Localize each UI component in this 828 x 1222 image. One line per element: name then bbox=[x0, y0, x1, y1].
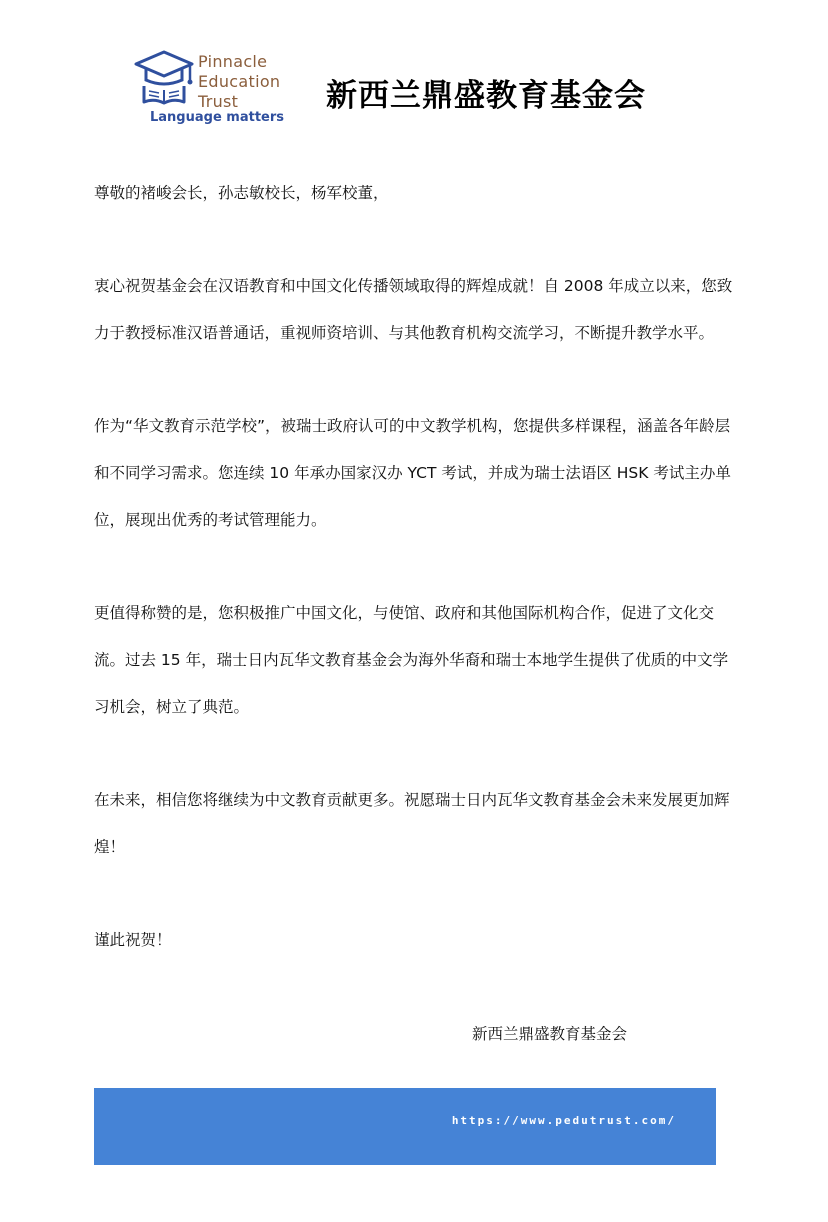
logo-line-3: Trust bbox=[198, 92, 239, 111]
paragraph-4: 在未来，相信您将继续为中文教育贡献更多。祝愿瑞士日内瓦华文教育基金会未来发展更加辉煌！ bbox=[94, 791, 730, 856]
logo-wordmark bbox=[198, 52, 280, 112]
organization-title: 新西兰鼎盛教育基金会 bbox=[326, 78, 646, 114]
graduation-cap-book-icon bbox=[134, 46, 196, 110]
footer-bar bbox=[94, 1088, 716, 1165]
website-link[interactable]: https://www.pedutrust.com/ bbox=[451, 1114, 676, 1127]
paragraph-3: 更值得称赞的是，您积极推广中国文化，与使馆、政府和其他国际机构合作，促进了文化交流。过去 15 年，瑞士日内瓦华文教育基金会为海外华裔和瑞士本地学生提供了优质的中文学习机会，树立了典范。 bbox=[94, 604, 729, 716]
logo-line-2: Education bbox=[198, 72, 281, 91]
signature: 新西兰鼎盛教育基金会 bbox=[472, 1025, 628, 1043]
paragraph-1: 衷心祝贺基金会在汉语教育和中国文化传播领域取得的辉煌成就！自 2008 年成立以来，您致力于教授标准汉语普通话，重视师资培训、与其他教育机构交流学习，不断提升教学水平。 bbox=[94, 277, 733, 342]
letterhead bbox=[0, 0, 828, 140]
logo-line-1: Pinnacle bbox=[198, 52, 268, 71]
letter-body bbox=[94, 170, 738, 964]
closing: 谨此祝贺！ bbox=[94, 931, 172, 949]
paragraph-2: 作为“华文教育示范学校”，被瑞士政府认可的中文教学机构，您提供多样课程，涵盖各年龄层和不同学习需求。您连续 10 年承办国家汉办 YCT 考试，并成为瑞士法语区 HSK 考试主办单位，展现出优秀的考试管理能力。 bbox=[94, 417, 731, 529]
logo bbox=[134, 46, 304, 130]
salutation: 尊敬的褚峻会长，孙志敏校长，杨军校董， bbox=[94, 184, 389, 202]
logo-tagline: Language matters bbox=[150, 110, 285, 125]
